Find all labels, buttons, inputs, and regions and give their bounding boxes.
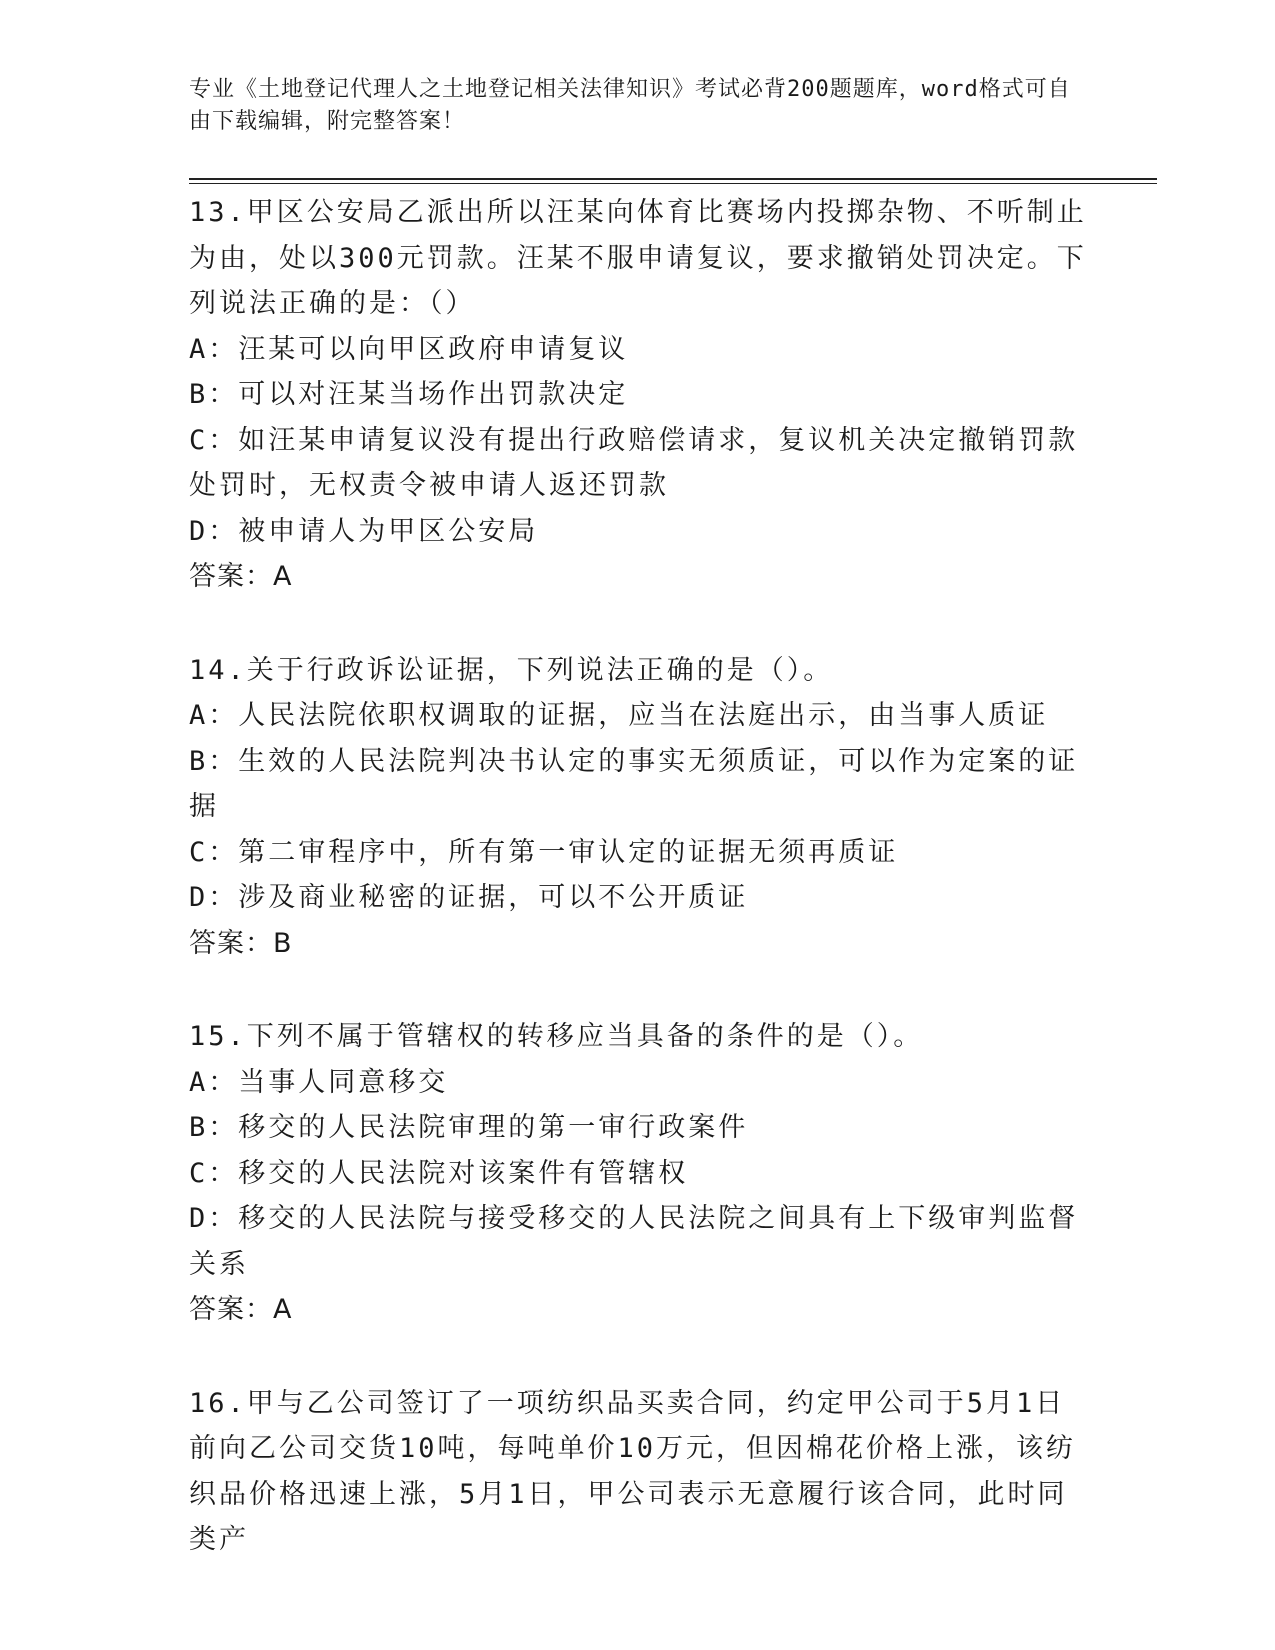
option-d: D：被申请人为甲区公安局 bbox=[189, 515, 539, 547]
option-a: A：人民法院依职权调取的证据，应当在法庭出示，由当事人质证 bbox=[189, 700, 1049, 731]
question-stem: 15.下列不属于管辖权的转移应当具备的条件的是（）。 bbox=[189, 1021, 924, 1052]
question-stem: 13.甲区公安局乙派出所以汪某向体育比赛场内投掷杂物、不听制止为由，处以300元罚款。汪某不服申请复议，要求撤销处罚决定。下列说法正确的是：（） bbox=[189, 197, 1087, 319]
option-b: B：生效的人民法院判决书认定的事实无须质证，可以作为定案的证据 bbox=[189, 745, 1079, 822]
header-divider-thin bbox=[189, 183, 1157, 184]
option-c: C：如汪某申请复议没有提出行政赔偿请求，复议机关决定撤销罚款处罚时，无权责令被申请人返还罚款 bbox=[189, 424, 1079, 501]
option-d: D：涉及商业秘密的证据，可以不公开质证 bbox=[189, 882, 749, 913]
option-a: A：汪某可以向甲区政府申请复议 bbox=[189, 333, 629, 365]
answer-label: 答案：A bbox=[189, 561, 293, 592]
question-13 bbox=[189, 190, 1089, 600]
option-c: C：第二审程序中，所有第一审认定的证据无须再质证 bbox=[189, 836, 899, 868]
document-header: 专业《土地登记代理人之土地登记相关法律知识》考试必背200题题库，word格式可自由下载编辑，附完整答案！ bbox=[189, 77, 1071, 134]
answer-label: 答案：A bbox=[189, 1294, 293, 1325]
option-b: B：移交的人民法院审理的第一审行政案件 bbox=[189, 1112, 749, 1143]
answer-label: 答案：B bbox=[189, 927, 293, 959]
header-divider bbox=[189, 178, 1157, 180]
question-list bbox=[189, 190, 1089, 1611]
option-c: C：移交的人民法院对该案件有管辖权 bbox=[189, 1157, 689, 1189]
question-14 bbox=[189, 648, 1089, 967]
question-stem: 16.甲与乙公司签订了一项纺织品买卖合同，约定甲公司于5月1日前向乙公司交货10吨，每吨单价10万元，但因棉花价格上涨，该纺织品价格迅速上涨，5月1日，甲公司表示无意履行该合同，此时同类产 bbox=[189, 1387, 1077, 1555]
option-a: A：当事人同意移交 bbox=[189, 1066, 449, 1098]
option-b: B：可以对汪某当场作出罚款决定 bbox=[189, 379, 629, 410]
question-stem: 14.关于行政诉讼证据，下列说法正确的是（）。 bbox=[189, 654, 834, 686]
option-d: D：移交的人民法院与接受移交的人民法院之间具有上下级审判监督关系 bbox=[189, 1203, 1079, 1280]
question-15 bbox=[189, 1014, 1089, 1333]
question-16 bbox=[189, 1381, 1089, 1563]
